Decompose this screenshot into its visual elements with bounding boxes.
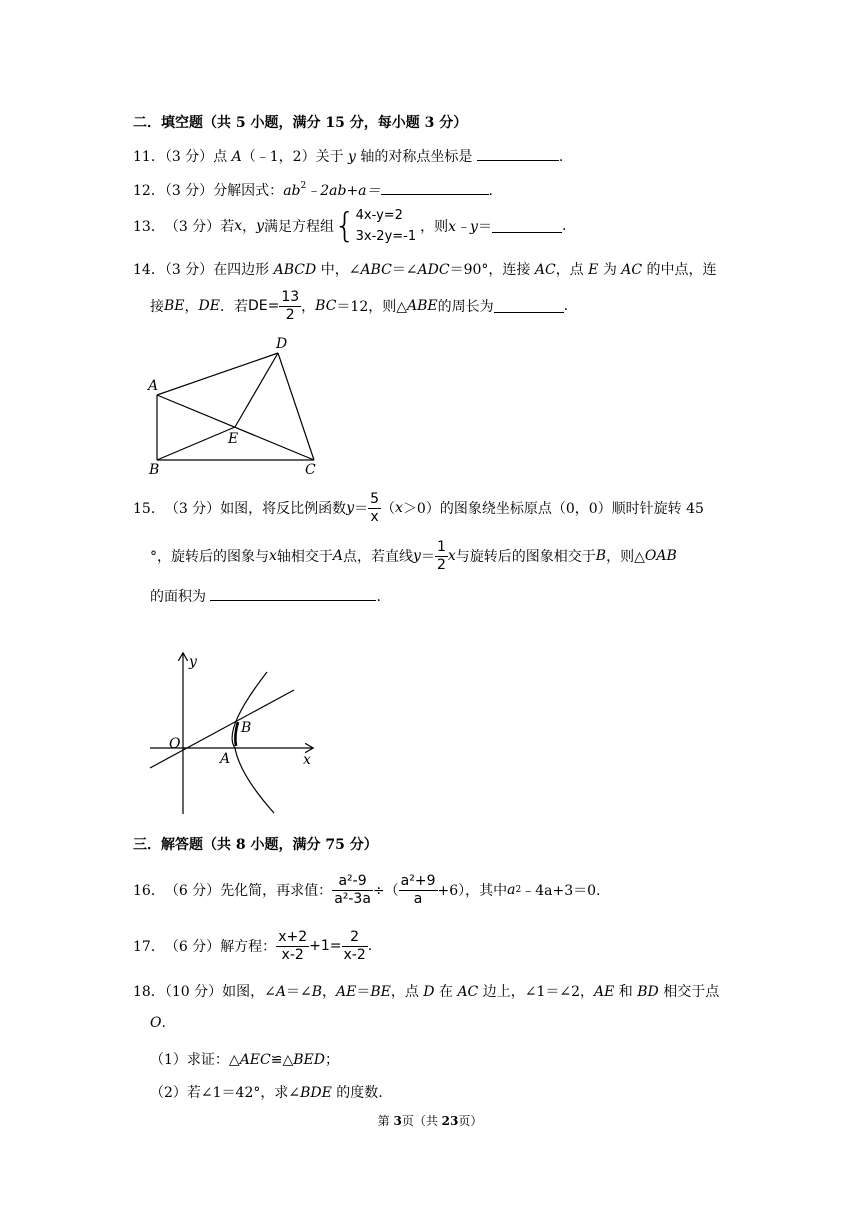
- page-footer: 第 3页（共 23页）: [377, 1114, 483, 1128]
- answer-blank[interactable]: [477, 148, 559, 161]
- fraction-1: $\frac{x+2}{x-2}$: [278, 928, 308, 963]
- question-14-line-2: 接 BE ， DE ．若 DE= $\frac{13}{2}$ ， BC ＝12，则△ ABE 的周长为 .: [150, 288, 569, 323]
- equation-system: [356, 205, 416, 247]
- fraction-5-over-x: $\frac{5}{x}$: [370, 490, 380, 525]
- arc-segment-AB: [235, 722, 238, 746]
- fraction-13-over-2: $\frac{13}{2}$: [281, 288, 300, 323]
- coordinate-figure: [140, 640, 330, 820]
- question-18-line-1: 18．（10 分）如图，∠A＝∠B，AE＝BE，点 D 在 AC 边上，∠1＝∠2，AE 和 BD 相交于点: [133, 984, 720, 1000]
- question-18-part-2: （2）若∠1＝42°，求∠BDE 的度数.: [150, 1085, 383, 1101]
- question-15-line-2: °，旋转后的图象与 x 轴相交于 A 点，若直线 y ＝ $\frac{1}{2}$ x 与旋转后的图象相交于 B ，则△ OAB: [150, 538, 677, 573]
- question-17: 17． （6 分） 解方程： $\frac{x+2}{x-2}$ +1= $\frac{2}{x-2}$ .: [133, 928, 373, 963]
- equation-system-brace: {: [334, 206, 356, 246]
- section-2-heading: 二．填空题（共 5 小题，满分 15 分，每小题 3 分）: [133, 115, 468, 131]
- question-14-line-1: 14．（3 分）在四边形 ABCD 中，∠ABC＝∠ADC＝90°，连接 AC，点 E 为 AC 的中点，连: [133, 262, 717, 278]
- point-label-A: A: [220, 751, 231, 767]
- question-16: 16． （6 分） 先化简，再求值： $\frac{\text{a²-9}}{\text{a²-3a}}$ ÷（ $\frac{\text{a²+9}}{a}$ +6），其中 a 2 ﹣4a+3＝0.: [133, 872, 601, 907]
- point-label-D: D: [276, 336, 288, 352]
- point-label-O: O: [169, 736, 181, 752]
- question-18-part-1: （1）求证：△AEC≌△BED；: [150, 1052, 339, 1068]
- quadrilateral-figure: [140, 332, 340, 482]
- segment-AD: [157, 353, 278, 395]
- equation-1: 4x-y=2: [355, 208, 403, 223]
- section-3-heading: 三．解答题（共 8 小题，满分 75 分）: [133, 837, 378, 853]
- segment-DC: [278, 353, 314, 460]
- equation-2: 3x-2y=-1: [355, 229, 417, 244]
- segment-BE: [157, 427, 235, 460]
- fraction-2: $\frac{2}{x-2}$: [343, 928, 366, 963]
- axis-label-y: y: [189, 654, 197, 670]
- question-11: 11．（3 分）点 A（﹣1，2）关于 y 轴的对称点坐标是 .: [133, 149, 564, 165]
- point-label-E: E: [228, 431, 239, 447]
- rotated-hyperbola: [232, 672, 274, 813]
- segment-DE: [235, 353, 278, 427]
- question-13: 13． （3 分） 若 x ， y 满足方程组 { 4x-y=2 3x-2y=-1 ，则 x﹣y ＝ .: [133, 206, 567, 246]
- fraction-2: $\frac{\text{a²+9}}{a}$: [400, 872, 436, 907]
- axis-label-x: x: [303, 752, 311, 768]
- point-label-C: C: [305, 462, 316, 478]
- question-12: 12．（3 分）分解因式：$ab^2﹣2ab+a=$ .: [133, 181, 493, 199]
- question-15-line-3: 的面积为 .: [150, 589, 381, 605]
- fraction-1: $\frac{\text{a²-9}}{\text{a²-3a}}$: [334, 872, 371, 907]
- point-label-B: B: [149, 462, 160, 478]
- answer-blank[interactable]: [492, 220, 562, 233]
- fraction-1-over-2: $\frac{1}{2}$: [436, 538, 446, 573]
- answer-blank[interactable]: [381, 182, 489, 195]
- point-label-A: A: [148, 378, 159, 394]
- point-label-B: B: [241, 720, 252, 736]
- answer-blank[interactable]: [494, 300, 564, 313]
- question-15-line-1: 15． （3 分） 如图，将反比例函数 y ＝ $\frac{5}{x}$ （ x ＞0）的图象绕坐标原点（0，0）顺时针旋转 45: [133, 490, 704, 525]
- answer-blank[interactable]: [210, 588, 376, 601]
- total-pages: 23: [441, 1114, 459, 1128]
- question-18-line-2: O.: [150, 1015, 166, 1031]
- page-number: 3: [393, 1114, 402, 1128]
